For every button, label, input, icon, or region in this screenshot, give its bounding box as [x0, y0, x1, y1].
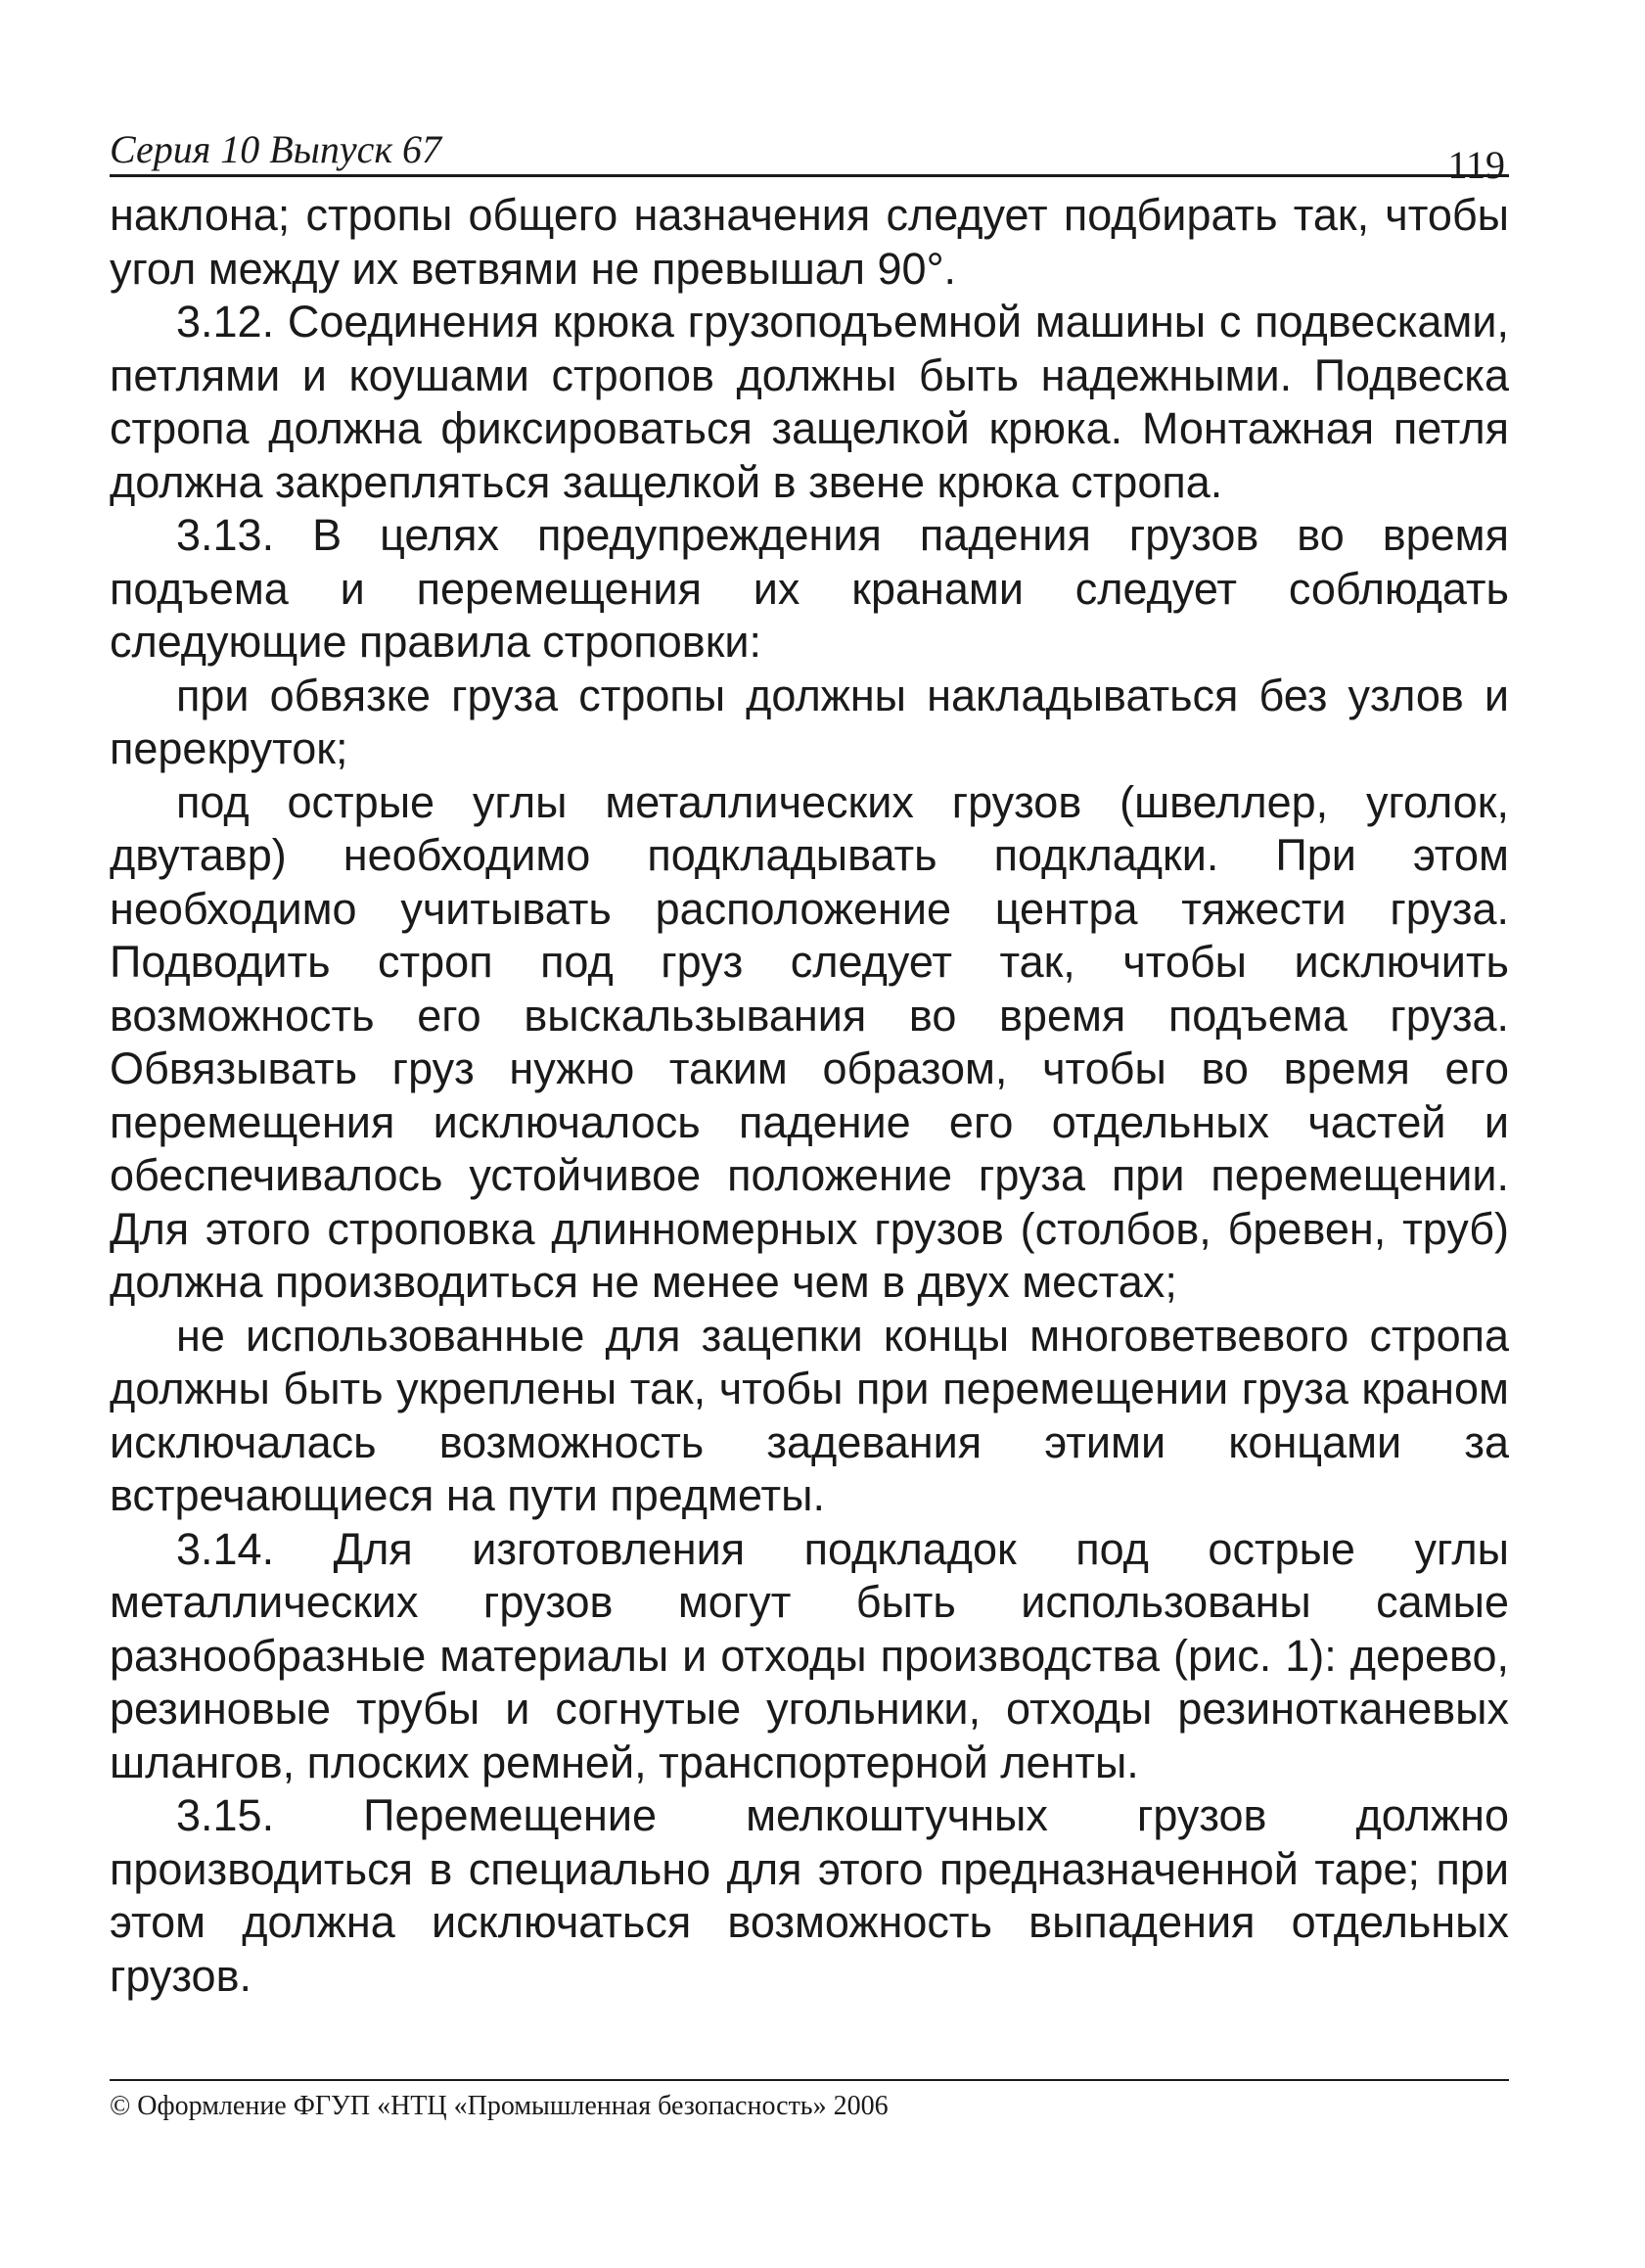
page-number: 119	[1447, 143, 1505, 187]
body-text	[110, 189, 1509, 2003]
paragraph-3-14: 3.14. Для изготовления подкладок под острые углы металлических грузов могут быть использованы самые разнообразные материалы и отходы производства (рис. 1): дерево, резиновые трубы и согнутые угольники, отходы резинотканевых шлангов, плоских ремней, транспортерной ленты.	[110, 1523, 1509, 1787]
page-footer	[110, 2079, 1509, 2122]
document-page	[110, 116, 1509, 2003]
paragraph-rule-sharp-corners: под острые углы металлических грузов (швеллер, уголок, двутавр) необходимо подкладывать подкладки. При этом необходимо учитывать расположение центра тяжести груза. Подводить строп под груз следует так, чтобы исключить возможность его выскальзывания во время подъема груза. Обвязывать груз нужно таким образом, чтобы во время его перемещения исключалось падение его отдельных частей и обеспечивалось устойчивое положение груза при перемещении. Для этого строповка длинномерных грузов (столбов, бревен, труб) должна производиться не менее чем в двух местах;	[110, 776, 1509, 1307]
paragraph-rule-no-knots: при обвязке груза стропы должны накладываться без узлов и перекруток;	[110, 670, 1509, 773]
page-header	[110, 116, 1509, 187]
copyright-notice: © Оформление ФГУП «НТЦ «Промышленная безопасность» 2006	[110, 2091, 889, 2121]
running-title: Серия 10 Выпуск 67	[110, 127, 442, 171]
paragraph-3-13: 3.13. В целях предупреждения падения грузов во время подъема и перемещения их кранами следует соблюдать следующие правила строповки:	[110, 510, 1509, 667]
paragraph-rule-unused-ends: не использованные для зацепки концы многоветвевого стропа должны быть укреплены так, чтобы при перемещении груза краном исключалась возможность задевания этими концами за встречающиеся на пути предметы.	[110, 1310, 1509, 1520]
paragraph-continuation: наклона; стропы общего назначения следует подбирать так, чтобы угол между их ветвями не превышал 90°.	[110, 190, 1509, 294]
paragraph-3-15: 3.15. Перемещение мелкоштучных грузов должно производиться в специально для этого предназначенной таре; при этом должна исключаться возможность выпадения отдельных грузов.	[110, 1790, 1509, 2001]
paragraph-3-12: 3.12. Соединения крюка грузоподъемной машины с подвесками, петлями и коушами стропов должны быть надежными. Подвеска стропа должна фиксироваться защелкой крюка. Монтажная петля должна закрепляться защелкой в звене крюка стропа.	[110, 297, 1509, 507]
